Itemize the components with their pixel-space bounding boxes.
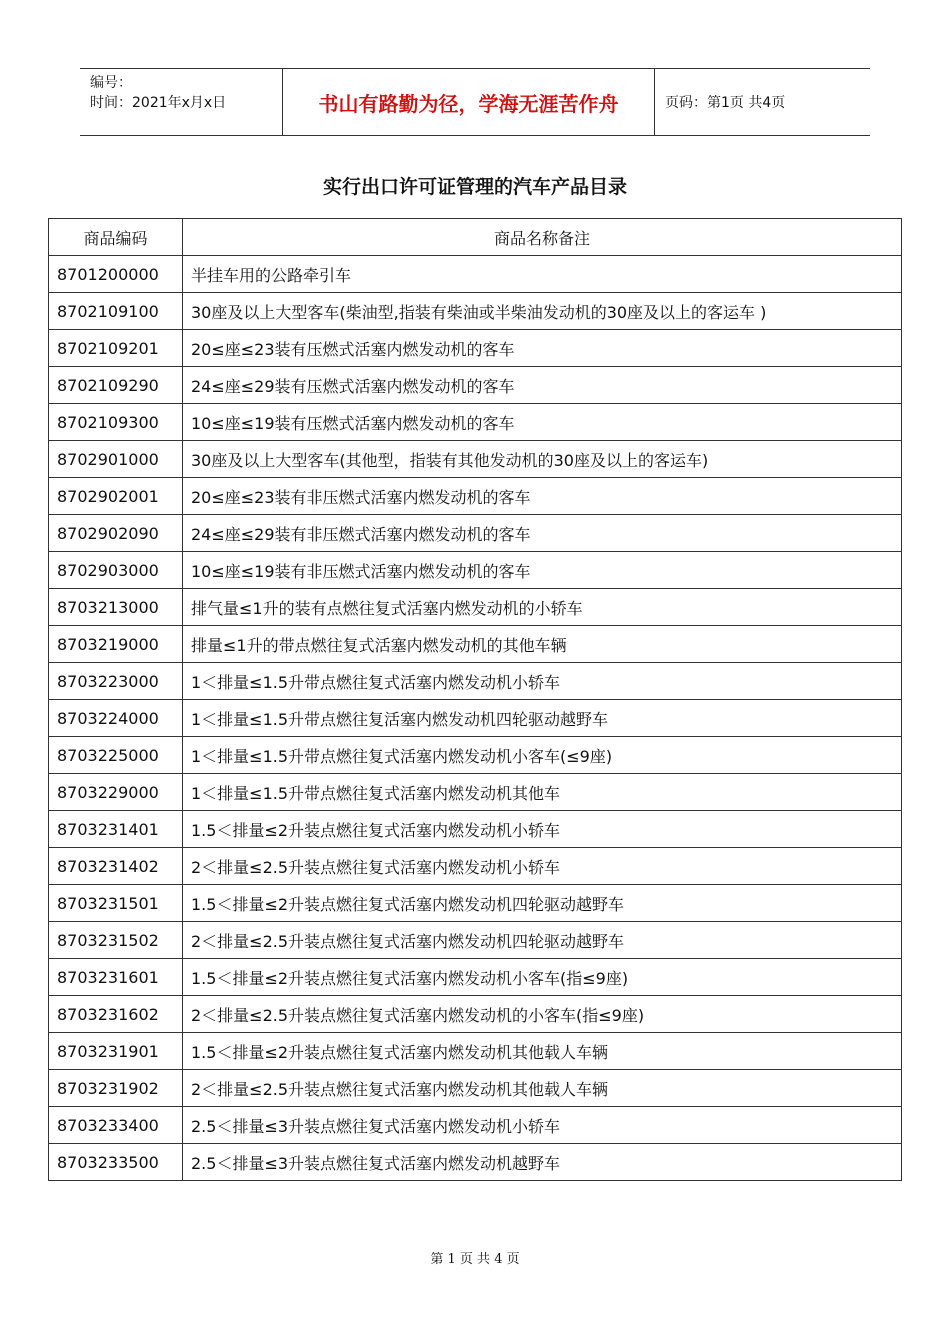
product-name-cell: 10≤座≤19装有压燃式活塞内燃发动机的客车: [183, 404, 902, 441]
table-row: [49, 1144, 902, 1181]
product-code-cell: 8703231501: [49, 885, 183, 922]
product-code-cell: 8703231401: [49, 811, 183, 848]
product-name-cell: 24≤座≤29装有非压燃式活塞内燃发动机的客车: [183, 515, 902, 552]
product-code-cell: 8703225000: [49, 737, 183, 774]
product-name-cell: 2.5＜排量≤3升装点燃往复式活塞内燃发动机小轿车: [183, 1107, 902, 1144]
table-row: [49, 1107, 902, 1144]
product-name-cell: 2＜排量≤2.5升装点燃往复式活塞内燃发动机的小客车(指≤9座): [183, 996, 902, 1033]
product-code-cell: 8703219000: [49, 626, 183, 663]
product-name-cell: 2＜排量≤2.5升装点燃往复式活塞内燃发动机小轿车: [183, 848, 902, 885]
column-header-name: 商品名称备注: [183, 219, 902, 256]
table-row: [49, 626, 902, 663]
product-code-cell: 8703231601: [49, 959, 183, 996]
product-name-cell: 2＜排量≤2.5升装点燃往复式活塞内燃发动机四轮驱动越野车: [183, 922, 902, 959]
product-name-cell: 1.5＜排量≤2升装点燃往复式活塞内燃发动机小客车(指≤9座): [183, 959, 902, 996]
table-row: [49, 885, 902, 922]
product-code-cell: 8702901000: [49, 441, 183, 478]
product-code-cell: 8703231901: [49, 1033, 183, 1070]
table-row: [49, 774, 902, 811]
product-name-cell: 30座及以上大型客车(其他型，指装有其他发动机的30座及以上的客运车): [183, 441, 902, 478]
product-name-cell: 1＜排量≤1.5升带点燃往复式活塞内燃发动机小轿车: [183, 663, 902, 700]
product-code-cell: 8702903000: [49, 552, 183, 589]
table-row: [49, 589, 902, 626]
product-code-cell: 8702109300: [49, 404, 183, 441]
product-name-cell: 1＜排量≤1.5升带点燃往复式活塞内燃发动机小客车(≤9座): [183, 737, 902, 774]
table-row: [49, 848, 902, 885]
header-motto: 书山有路勤为径，学海无涯苦作舟: [282, 69, 655, 135]
table-row: [49, 441, 902, 478]
product-code-cell: 8703224000: [49, 700, 183, 737]
number-label: 编号：: [90, 75, 132, 91]
table-row: [49, 293, 902, 330]
product-name-cell: 半挂车用的公路牵引车: [183, 256, 902, 293]
column-header-code: 商品编码: [49, 219, 183, 256]
product-name-cell: 1＜排量≤1.5升带点燃往复活塞内燃发动机四轮驱动越野车: [183, 700, 902, 737]
product-code-cell: 8702109100: [49, 293, 183, 330]
product-name-cell: 排气量≤1升的装有点燃往复式活塞内燃发动机的小轿车: [183, 589, 902, 626]
table-row: [49, 737, 902, 774]
product-name-cell: 24≤座≤29装有压燃式活塞内燃发动机的客车: [183, 367, 902, 404]
table-row: [49, 515, 902, 552]
product-code-cell: 8703223000: [49, 663, 183, 700]
product-code-cell: 8703229000: [49, 774, 183, 811]
product-name-cell: 20≤座≤23装有非压燃式活塞内燃发动机的客车: [183, 478, 902, 515]
product-code-cell: 8703231902: [49, 1070, 183, 1107]
header-meta: [80, 69, 282, 135]
product-code-cell: 8702902001: [49, 478, 183, 515]
product-catalog-table: [48, 218, 902, 1181]
product-code-cell: 8702109201: [49, 330, 183, 367]
table-row: [49, 330, 902, 367]
table-row: [49, 1033, 902, 1070]
table-row: [49, 663, 902, 700]
page-header: [80, 68, 870, 136]
product-code-cell: 8703233400: [49, 1107, 183, 1144]
header-page-info: 页码：第1页 共4页: [665, 95, 786, 111]
product-name-cell: 2＜排量≤2.5升装点燃往复式活塞内燃发动机其他载人车辆: [183, 1070, 902, 1107]
product-name-cell: 30座及以上大型客车(柴油型,指装有柴油或半柴油发动机的30座及以上的客运车 ): [183, 293, 902, 330]
product-name-cell: 1＜排量≤1.5升带点燃往复式活塞内燃发动机其他车: [183, 774, 902, 811]
product-code-cell: 8703233500: [49, 1144, 183, 1181]
product-code-cell: 8702109290: [49, 367, 183, 404]
table-row: [49, 996, 902, 1033]
product-code-cell: 8703213000: [49, 589, 183, 626]
product-code-cell: 8703231402: [49, 848, 183, 885]
product-name-cell: 排量≤1升的带点燃往复式活塞内燃发动机的其他车辆: [183, 626, 902, 663]
table-row: [49, 1070, 902, 1107]
page-footer: 第 1 页 共 4 页: [430, 1252, 520, 1267]
table-row: [49, 256, 902, 293]
product-name-cell: 2.5＜排量≤3升装点燃往复式活塞内燃发动机越野车: [183, 1144, 902, 1181]
product-name-cell: 1.5＜排量≤2升装点燃往复式活塞内燃发动机其他载人车辆: [183, 1033, 902, 1070]
table-row: [49, 404, 902, 441]
product-code-cell: 8703231602: [49, 996, 183, 1033]
table-row: [49, 478, 902, 515]
product-name-cell: 1.5＜排量≤2升装点燃往复式活塞内燃发动机小轿车: [183, 811, 902, 848]
product-code-cell: 8701200000: [49, 256, 183, 293]
product-name-cell: 20≤座≤23装有压燃式活塞内燃发动机的客车: [183, 330, 902, 367]
table-row: [49, 959, 902, 996]
product-code-cell: 8703231502: [49, 922, 183, 959]
table-row: [49, 922, 902, 959]
table-row: [49, 700, 902, 737]
product-code-cell: 8702902090: [49, 515, 183, 552]
table-row: [49, 552, 902, 589]
table-row: [49, 811, 902, 848]
document-title: 实行出口许可证管理的汽车产品目录: [322, 176, 627, 198]
table-body: [49, 256, 902, 1181]
product-name-cell: 10≤座≤19装有非压燃式活塞内燃发动机的客车: [183, 552, 902, 589]
product-name-cell: 1.5＜排量≤2升装点燃往复式活塞内燃发动机四轮驱动越野车: [183, 885, 902, 922]
table-header-row: [49, 219, 902, 256]
table-row: [49, 367, 902, 404]
time-label: 时间：2021年x月x日: [90, 95, 227, 111]
